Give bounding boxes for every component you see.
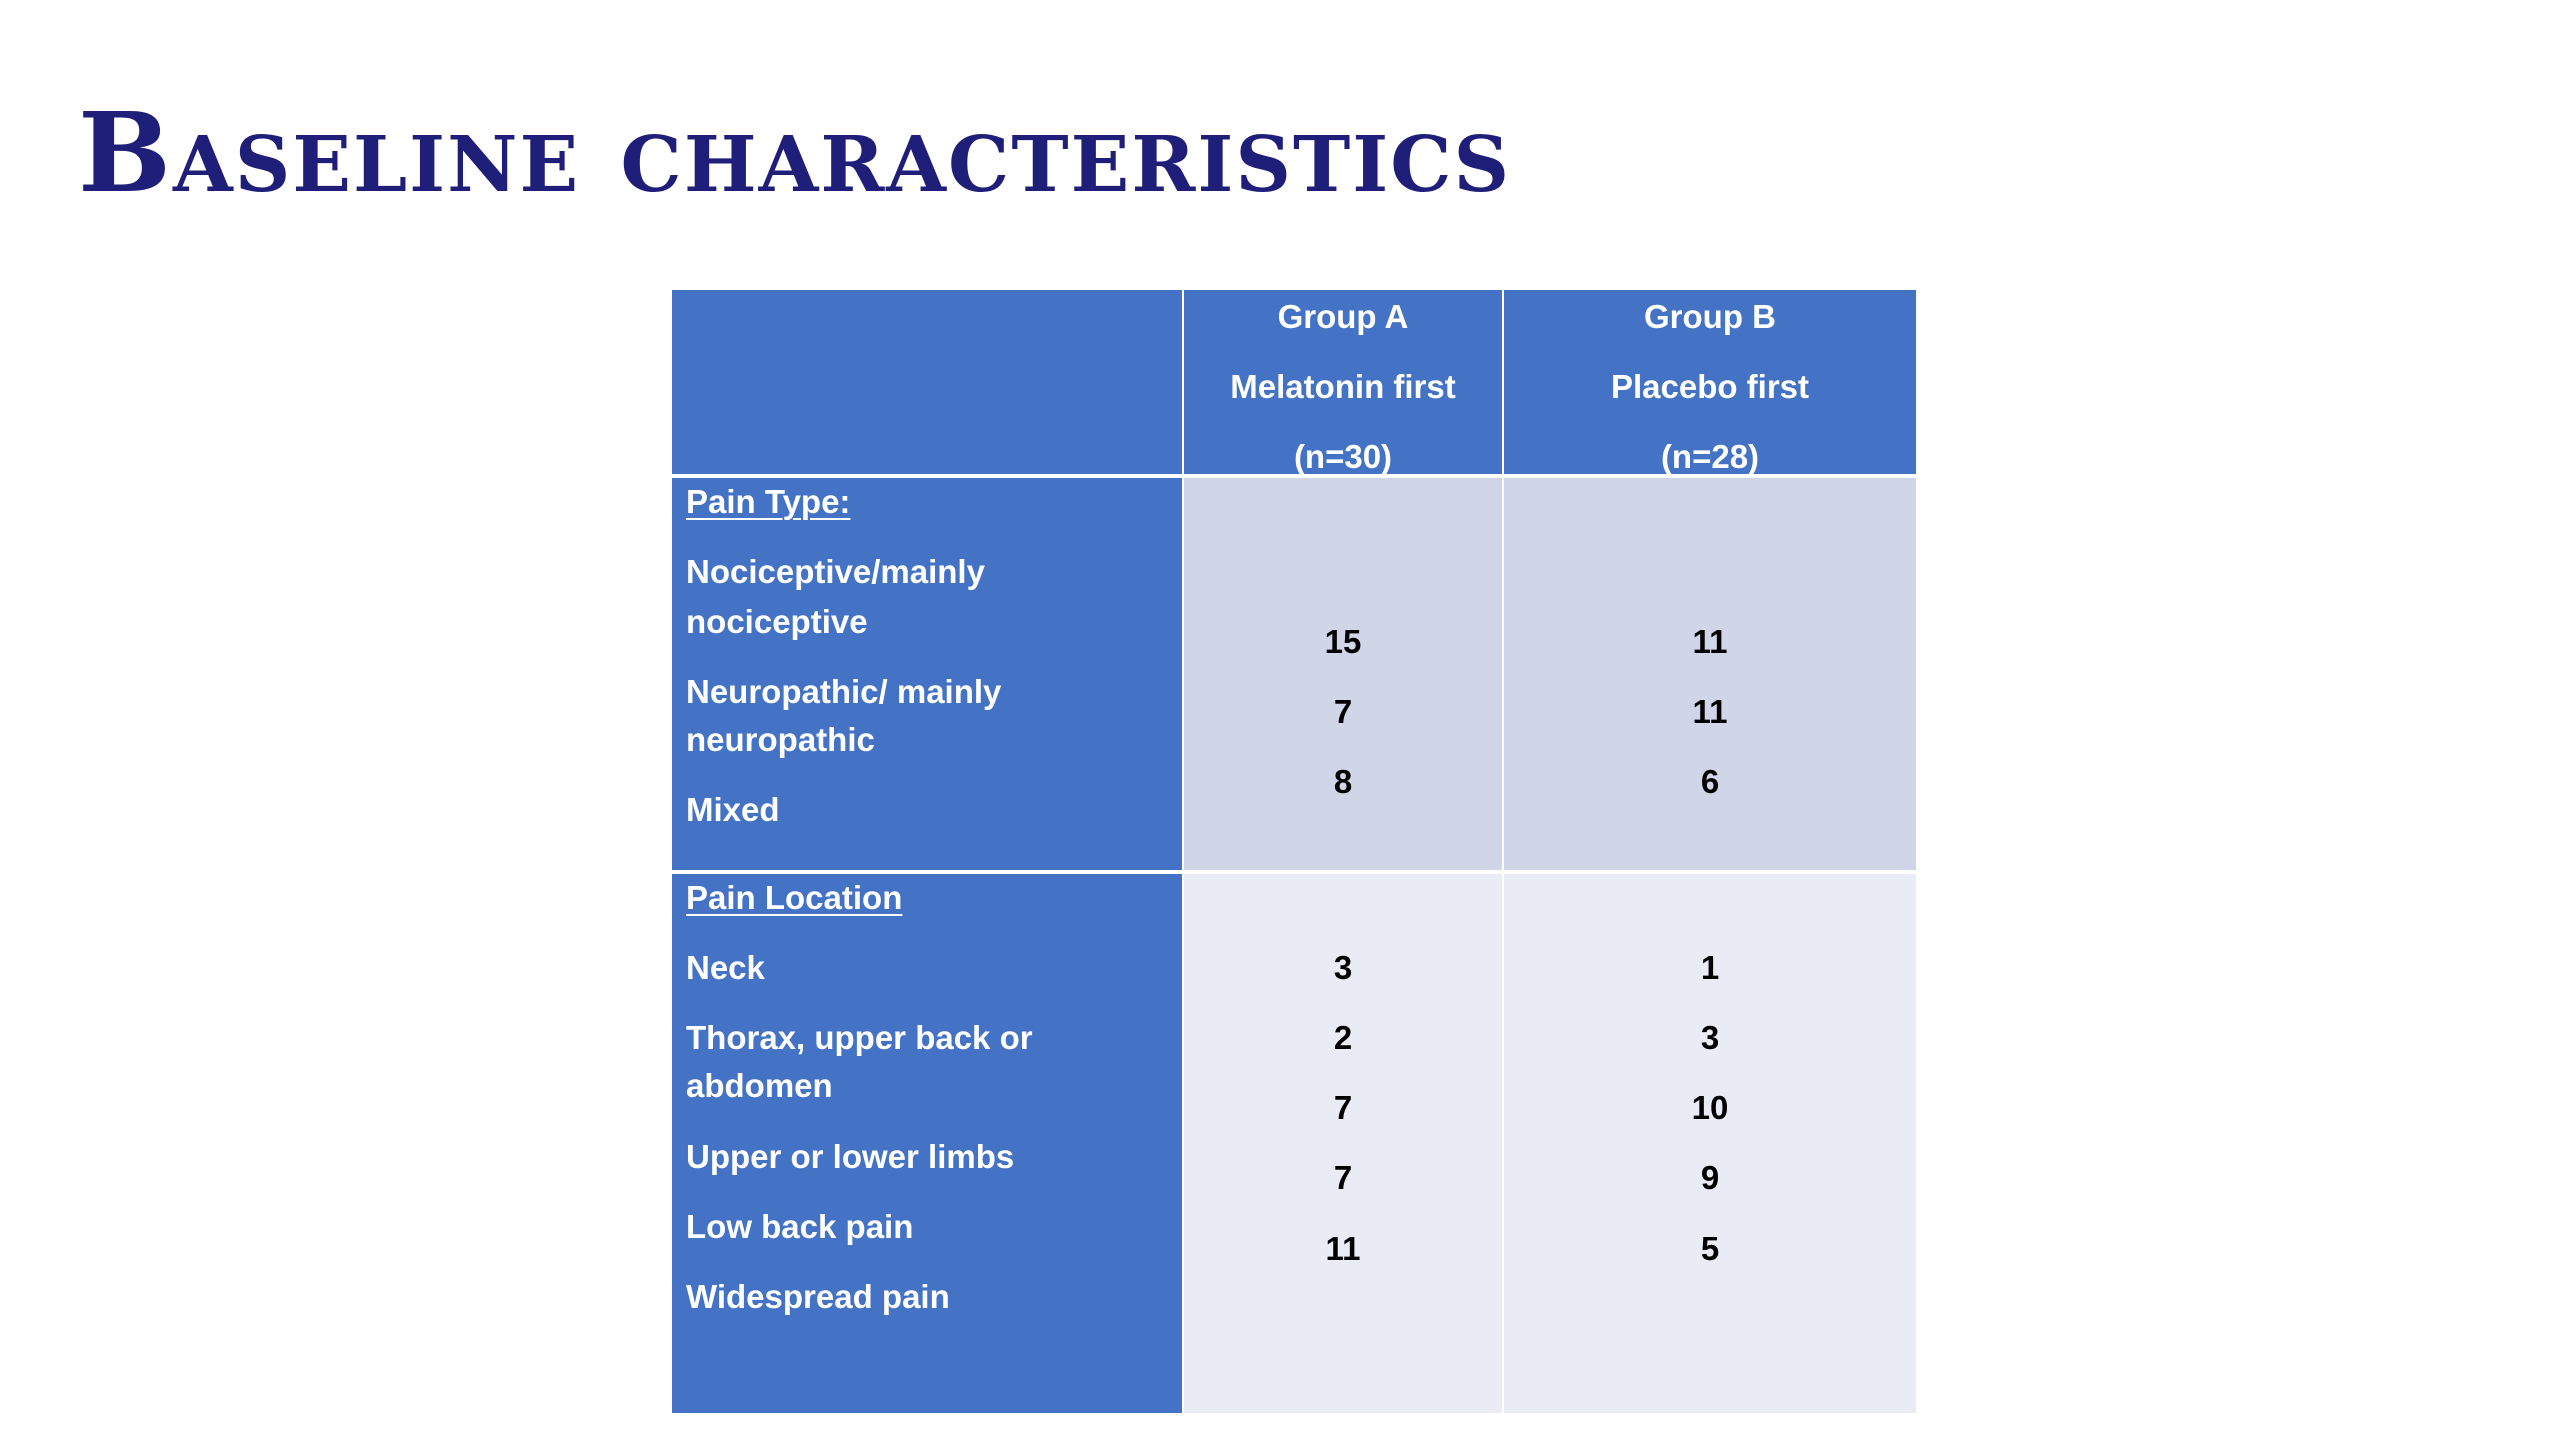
baseline-characteristics-table bbox=[672, 290, 1916, 1413]
group-a-count: (n=30) bbox=[1293, 438, 1393, 475]
pain-type-group-b-values bbox=[1504, 478, 1916, 870]
group-b-treatment: Placebo first bbox=[1610, 368, 1810, 405]
pain-location-label: Low back pain bbox=[686, 1208, 914, 1245]
pain-type-label: neuropathic bbox=[686, 721, 875, 758]
pain-type-value: 6 bbox=[1700, 763, 1720, 800]
group-a-treatment: Melatonin first bbox=[1230, 368, 1456, 405]
pain-type-value: 15 bbox=[1324, 623, 1362, 660]
pain-location-value: 7 bbox=[1333, 1089, 1353, 1126]
pain-location-group-a-values bbox=[1184, 874, 1502, 1413]
pain-location-label: Neck bbox=[686, 949, 765, 986]
pain-location-label: Thorax, upper back or bbox=[686, 1019, 1033, 1056]
pain-type-label: Nociceptive/mainly bbox=[686, 553, 985, 590]
pain-location-labels bbox=[672, 874, 1182, 1413]
group-b-name: Group B bbox=[1644, 298, 1776, 335]
pain-location-label: Widespread pain bbox=[686, 1278, 950, 1315]
pain-location-value: 9 bbox=[1700, 1159, 1720, 1196]
pain-location-label: Upper or lower limbs bbox=[686, 1138, 1015, 1175]
pain-location-value: 2 bbox=[1333, 1019, 1353, 1056]
pain-location-label: abdomen bbox=[686, 1067, 833, 1104]
slide-title: Baseline characteristics bbox=[78, 88, 1512, 217]
pain-type-value: 8 bbox=[1333, 763, 1353, 800]
pain-location-value: 3 bbox=[1700, 1019, 1720, 1056]
pain-location-value: 1 bbox=[1700, 949, 1720, 986]
pain-location-group-b-values bbox=[1504, 874, 1916, 1413]
group-b-count: (n=28) bbox=[1660, 438, 1760, 475]
group-a-name: Group A bbox=[1277, 298, 1409, 335]
pain-location-value: 10 bbox=[1691, 1089, 1729, 1126]
pain-location-value: 3 bbox=[1333, 949, 1353, 986]
pain-location-value: 11 bbox=[1325, 1230, 1361, 1267]
pain-type-heading: Pain Type: bbox=[686, 483, 851, 520]
pain-type-label: Mixed bbox=[686, 791, 780, 828]
header-group-b bbox=[1504, 290, 1916, 474]
pain-type-value: 7 bbox=[1333, 693, 1353, 730]
header-group-a bbox=[1184, 290, 1502, 474]
pain-location-value: 5 bbox=[1700, 1230, 1720, 1267]
pain-type-value: 11 bbox=[1692, 693, 1728, 730]
pain-type-group-a-values bbox=[1184, 478, 1502, 870]
pain-type-label: nociceptive bbox=[686, 603, 868, 640]
pain-type-value: 11 bbox=[1692, 623, 1728, 660]
header-empty-cell bbox=[672, 290, 1182, 474]
pain-location-heading: Pain Location bbox=[686, 879, 903, 916]
pain-type-label: Neuropathic/ mainly bbox=[686, 673, 1002, 710]
pain-type-labels bbox=[672, 478, 1182, 870]
pain-location-value: 7 bbox=[1333, 1159, 1353, 1196]
